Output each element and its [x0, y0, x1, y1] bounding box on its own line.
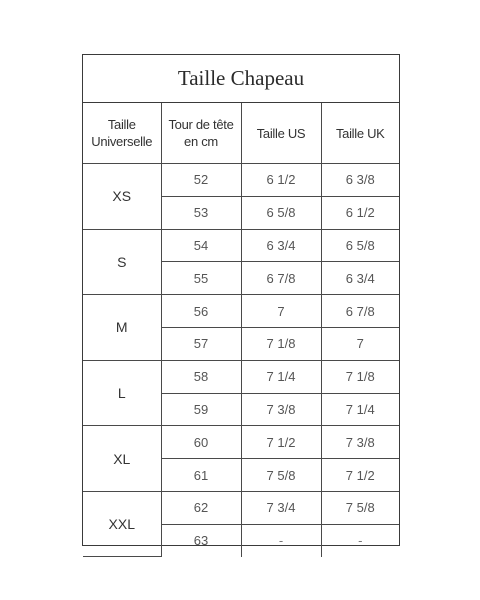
cm-cell: 63: [161, 524, 241, 556]
cm-cell: 59: [161, 393, 241, 426]
us-cell: 6 3/4: [241, 229, 321, 262]
table-row: [83, 295, 399, 328]
us-cell: 7 1/8: [241, 327, 321, 360]
header-us-size: Taille US: [241, 103, 321, 164]
cm-cell: 61: [161, 459, 241, 492]
us-cell: 7 1/4: [241, 360, 321, 393]
uk-cell: 7 5/8: [321, 491, 399, 524]
size-cell: M: [83, 295, 161, 361]
cm-cell: 56: [161, 295, 241, 328]
table-row: [83, 426, 399, 459]
cm-cell: 53: [161, 196, 241, 229]
us-cell: 7: [241, 295, 321, 328]
header-head-circumference: Tour de tête en cm: [161, 103, 241, 164]
header-uk-size: Taille UK: [321, 103, 399, 164]
cm-cell: 55: [161, 262, 241, 295]
uk-cell: 6 3/8: [321, 164, 399, 197]
cm-cell: 62: [161, 491, 241, 524]
us-cell: 7 3/8: [241, 393, 321, 426]
us-cell: 7 5/8: [241, 459, 321, 492]
cm-cell: 60: [161, 426, 241, 459]
size-cell: S: [83, 229, 161, 295]
us-cell: 7 1/2: [241, 426, 321, 459]
uk-cell: 6 5/8: [321, 229, 399, 262]
us-cell: 6 5/8: [241, 196, 321, 229]
size-table: [83, 103, 399, 557]
uk-cell: 6 7/8: [321, 295, 399, 328]
size-cell: XXL: [83, 491, 161, 556]
table-row: [83, 164, 399, 197]
uk-cell: 7 1/8: [321, 360, 399, 393]
header-row: [83, 103, 399, 164]
table-row: [83, 229, 399, 262]
us-cell: -: [241, 524, 321, 556]
size-cell: XS: [83, 164, 161, 230]
uk-cell: -: [321, 524, 399, 556]
table-row: [83, 360, 399, 393]
uk-cell: 7: [321, 327, 399, 360]
cm-cell: 58: [161, 360, 241, 393]
chart-title: Taille Chapeau: [83, 55, 399, 103]
uk-cell: 7 1/2: [321, 459, 399, 492]
uk-cell: 7 1/4: [321, 393, 399, 426]
uk-cell: 6 1/2: [321, 196, 399, 229]
us-cell: 6 1/2: [241, 164, 321, 197]
us-cell: 7 3/4: [241, 491, 321, 524]
cm-cell: 54: [161, 229, 241, 262]
size-cell: L: [83, 360, 161, 426]
table-row: [83, 491, 399, 524]
uk-cell: 6 3/4: [321, 262, 399, 295]
cm-cell: 52: [161, 164, 241, 197]
header-universal-size: Taille Universelle: [83, 103, 161, 164]
size-chart: [82, 54, 400, 549]
uk-cell: 7 3/8: [321, 426, 399, 459]
cm-cell: 57: [161, 327, 241, 360]
us-cell: 6 7/8: [241, 262, 321, 295]
size-cell: XL: [83, 426, 161, 492]
